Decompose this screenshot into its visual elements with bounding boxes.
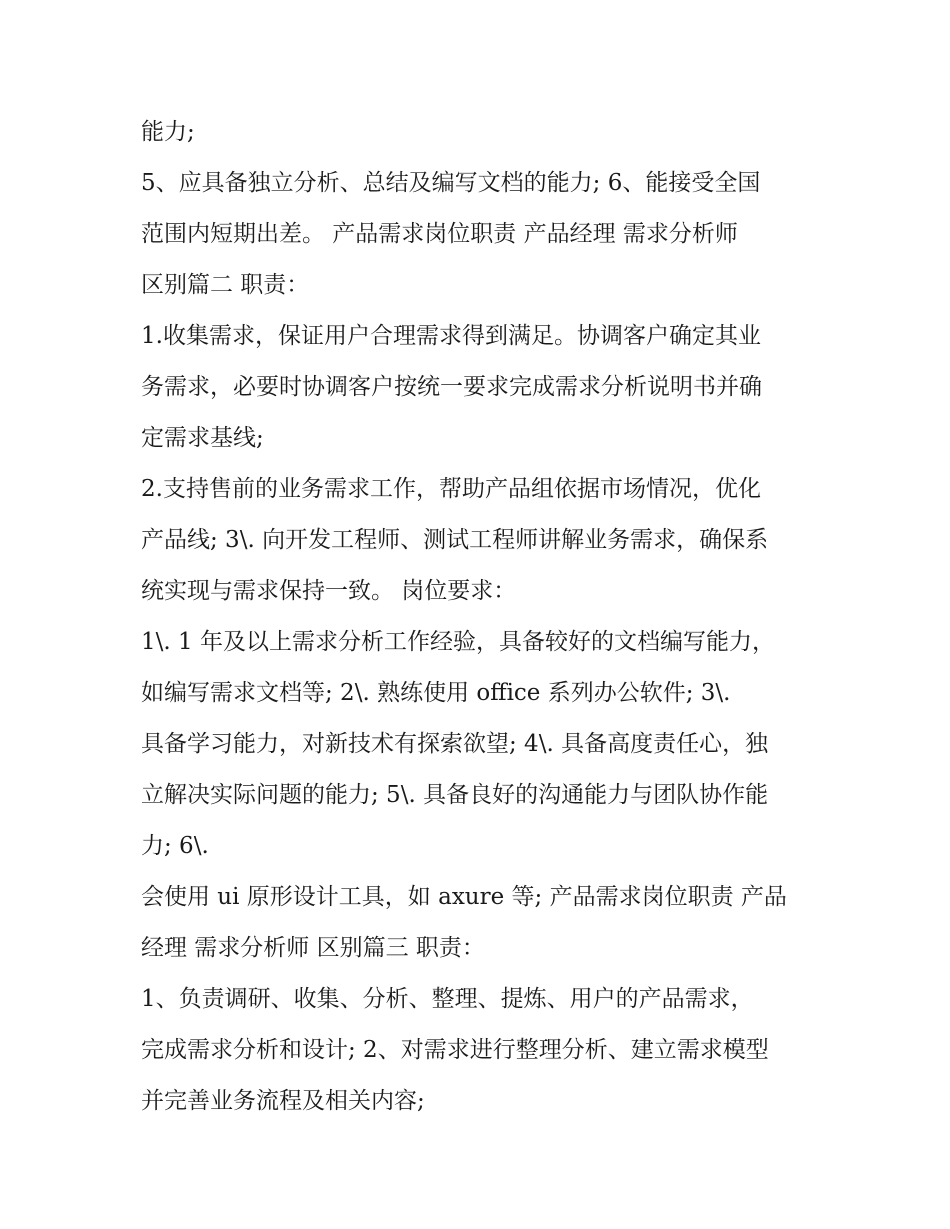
text-line: 经理 需求分析师 区别篇三 职责： <box>141 935 485 961</box>
text-line: 完成需求分析和设计; 2、对需求进行整理分析、建立需求模型 <box>141 1037 769 1063</box>
text-line: 务需求，必要时协调客户按统一要求完成需求分析说明书并确 <box>141 374 762 400</box>
text-line: 1\. 1 年及以上需求分析工作经验，具备较好的文档编写能力， <box>141 629 775 655</box>
text-line: 并完善业务流程及相关内容; <box>141 1088 425 1114</box>
text-line: 能力; <box>141 119 195 145</box>
text-line: 统实现与需求保持一致。 岗位要求： <box>141 578 517 604</box>
text-line: 2.支持售前的业务需求工作，帮助产品组依据市场情况，优化 <box>141 476 761 502</box>
text-line: 区别篇二 职责： <box>141 272 310 298</box>
document-body <box>141 107 831 1127</box>
text-line: 范围内短期出差。 产品需求岗位职责 产品经理 需求分析师 <box>141 221 738 247</box>
text-line: 如编写需求文档等; 2\. 熟练使用 office 系列办公软件; 3\. <box>141 680 731 706</box>
text-line: 立解决实际问题的能力; 5\. 具备良好的沟通能力与团队协作能 <box>141 782 769 808</box>
text-line: 具备学习能力，对新技术有探索欲望; 4\. 具备高度责任心，独 <box>141 731 769 757</box>
text-line: 5、应具备独立分析、总结及编写文档的能力; 6、能接受全国 <box>141 170 761 196</box>
text-line: 定需求基线; <box>141 425 264 451</box>
text-line: 力; 6\. <box>141 833 209 859</box>
text-line: 1、负责调研、收集、分析、整理、提炼、用户的产品需求， <box>141 986 754 1012</box>
text-line: 产品线; 3\. 向开发工程师、测试工程师讲解业务需求，确保系 <box>141 527 769 553</box>
text-line: 1.收集需求，保证用户合理需求得到满足。协调客户确定其业 <box>141 323 761 349</box>
text-line: 会使用 ui 原形设计工具，如 axure 等; 产品需求岗位职责 产品 <box>141 884 787 910</box>
